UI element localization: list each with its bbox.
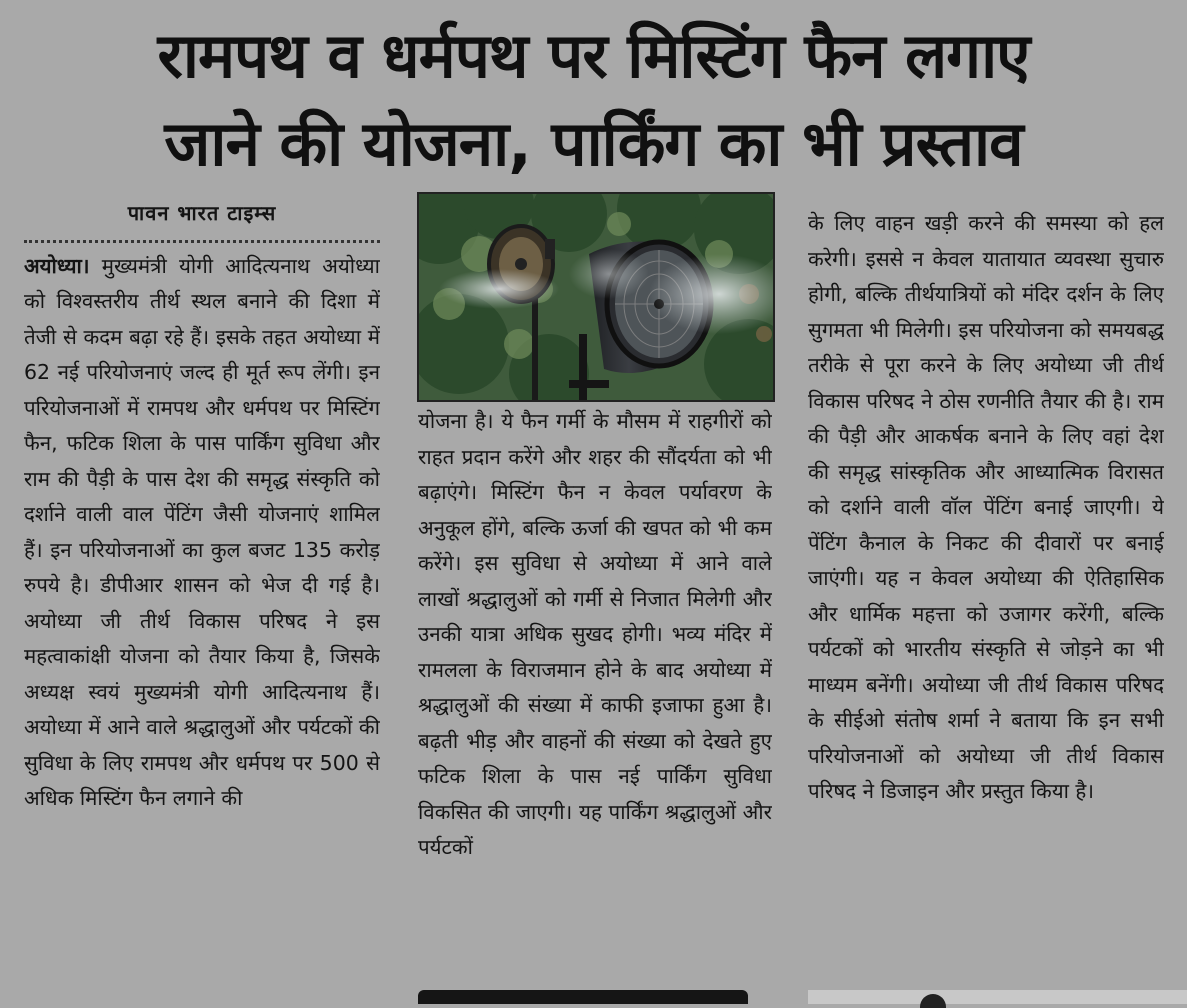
byline: पावन भारत टाइम्स <box>24 196 380 243</box>
column-1-text: मुख्यमंत्री योगी आदित्यनाथ अयोध्या को विश्वस्तरीय तीर्थ स्थल बनाने की दिशा में तेजी से कदम बढ़ा रहे हैं। इसके तहत अयोध्या में 62 नई परियोजनाएं जल्द ही मूर्त रूप लेंगी। इन परियोजनाओं में रामपथ और धर्मपथ पर मिस्टिंग फैन, फटिक शिला के पास पार्किंग सुविधा और राम की पैड़ी के पास देश की समृद्ध संस्कृति को दर्शाने वाली वाल पेंटिंग जैसी योजनाएं शामिल हैं। इन परियोजनाओं का कुल बजट 135 करोड़ रुपये है। डीपीआर शासन को भेज दी गई है। अयोध्या जी तीर्थ विकास परिषद ने इस महत्वाकांक्षी योजना को तैयार किया है, जिसके अध्यक्ष स्वयं मुख्यमंत्री योगी आदित्यनाथ हैं। अयोध्या में आने वाले श्रद्धालुओं और पर्यटकों की सुविधा के लिए रामपथ और धर्मपथ पर 500 से अधिक मिस्टिंग फैन लगाने की <box>24 253 380 810</box>
headline-line-2: जाने की योजना, पार्किंग का भी प्रस्ताव <box>164 107 1023 180</box>
headline-line-1: रामपथ व धर्मपथ पर मिस्टिंग फैन लगाए <box>157 19 1030 92</box>
article-column-3 <box>808 206 1164 1004</box>
misting-fan-photo <box>417 192 775 402</box>
column-3-text: के लिए वाहन खड़ी करने की समस्या को हल करेगी। इससे न केवल यातायात व्यवस्था सुचारु होगी, बल्कि तीर्थयात्रियों को मंदिर दर्शन के लिए सुगमता भी मिलेगी। इस परियोजना को समयबद्ध तरीके से पूरा करने के लिए अयोध्या जी तीर्थ विकास परिषद ने ठोस रणनीति तैयार की है। राम की पैड़ी और आकर्षक बनाने के लिए वहां देश की समृद्ध सांस्कृतिक और आध्यात्मिक विरासत को दर्शाने वाली वॉल पेंटिंग बनाई जाएगी। ये पेंटिंग कैनाल के निकट की दीवारों पर बनाई जाएंगी। यह न केवल अयोध्या की ऐतिहासिक और धार्मिक महत्ता को उजागर करेंगी, बल्कि पर्यटकों को भारतीय संस्कृति से जोड़ने का भी माध्यम बनेंगी। अयोध्या जी तीर्थ विकास परिषद के सीईओ संतोष शर्मा ने बताया कि इन सभी परियोजनाओं को अयोध्या जी तीर्थ विकास परिषद ने डिजाइन और प्रस्तुत किया है। <box>808 211 1164 803</box>
article-column-1 <box>24 196 380 1004</box>
headline <box>0 12 1187 188</box>
article-column-2 <box>418 404 772 1004</box>
next-section-fragment <box>808 990 1187 1004</box>
column-1-paragraph <box>24 249 380 817</box>
column-2-text: योजना है। ये फैन गर्मी के मौसम में राहगीरों को राहत प्रदान करेंगे और शहर की सौंदर्यता को भी बढ़ाएंगे। मिस्टिंग फैन न केवल पर्यावरण के अनुकूल होंगे, बल्कि ऊर्जा की खपत को भी कम करेंगे। इस सुविधा से अयोध्या में आने वाले लाखों श्रद्धालुओं को गर्मी से निजात मिलेगी और उनकी यात्रा अधिक सुखद होगी। भव्य मंदिर में रामलला के विराजमान होने के बाद अयोध्या में श्रद्धालुओं की संख्या में काफी इजाफा हुआ है। बढ़ती भीड़ और वाहनों की संख्या को देखते हुए फटिक शिला के पास नई पार्किंग सुविधा विकसित की जाएगी। यह पार्किंग श्रद्धालुओं और पर्यटकों <box>418 409 772 859</box>
next-heading-fragment <box>418 990 772 1004</box>
dateline: अयोध्या। <box>24 253 90 278</box>
